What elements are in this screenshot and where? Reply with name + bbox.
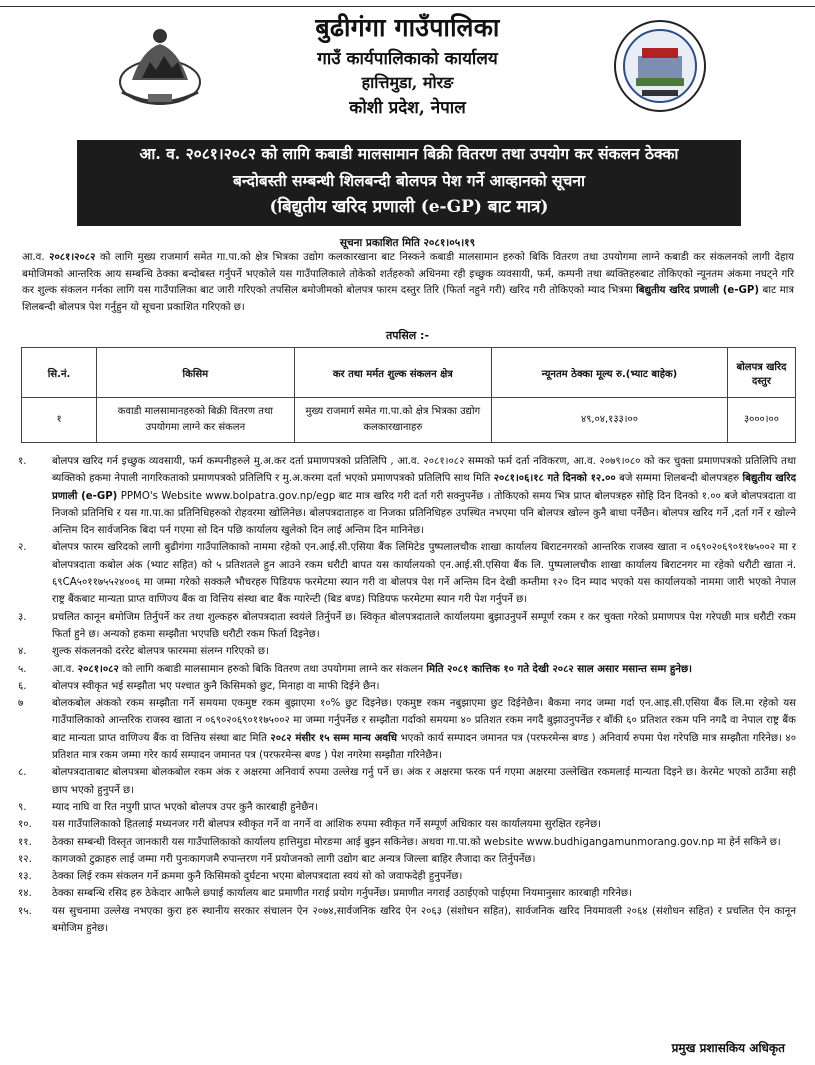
term-number: ६. <box>18 680 27 692</box>
office-name: गाउँ कार्यपालिकाको कार्यालय <box>317 49 498 69</box>
term-number: ९. <box>18 801 27 813</box>
term-item <box>18 609 796 644</box>
header-serial: सि.नं. <box>22 348 97 398</box>
banner-line-3: (बिद्युतीय खरिद प्रणाली (e-GP) बाट मात्र) <box>269 197 549 217</box>
term-text: यस सुचनामा उल्लेख नभएका कुरा हरु स्थानीय सरकार संचालन ऐन २०७४,सार्वजनिक खरिद ऐन २०६३ (संशोधन सहित), सार्वजनिक खरिद नियमावली २०६४ (संशोधन सहित) र प्रचलित ऐन कानून बमोजिम हुनेछ। <box>52 905 796 935</box>
term-number: ५. <box>18 663 27 675</box>
header-type: किसिम <box>97 348 295 398</box>
signatory: प्रमुख प्रशासकिय अधिकृत <box>671 1041 785 1055</box>
term-text: ठेक्का सम्बन्धी विस्तृत जानकारी यस गाउँपालिकाको कार्यालय हात्तिमुडा मोरङमा आई बुझ्न सकिनेछ। अथवा गा.पा.को website www.budhigangamunmorang.gov.np मा हेर्न सकिने छ। <box>52 836 781 848</box>
term-text: बोलपत्र फारम खरिदको लागी बुढीगंगा गाउँपालिकाको नाममा रहेको एन.आई.सी.एसिया बैंक लिमिटेड पुष्पलालचौक शाखा कार्यालय बिराटनगरको आन्तरिक राजस्व खाता न ०६९०२०६९०११७५००२ मा र बोलपत्रदाता कबोल अंक (भ्याट सहित) को ५ प्रतिशतले हुन आउने रकम धरौटी बापत यस कार्यालयको एन.आई.सी.एसिया बैंक लि. पुष्पलालचौक शाखा कार्यालय बिराटनगर मा रहेको धरौटी खाता नं. ६९CA५०११७५५२४००६ मा जम्मा गरेको सक्कलै भौचरहरु पिडियफ फरमेटमा स्यान गरी वा बोलपत्र पेश गर्ने अन्तिम दिन देखी कम्तीमा १२० दिन म्याद भएको यस कार्यालयको नाममा जारी भएको नेपाल राष्ट्र बैंकबाट मान्यता प्राप्त वाणिज्य बैंक वा वित्तिय संस्था बाट बैंक ग्यारेन्टी (बिड बण्ड) पिडियफ फरमेटमा स्यान गरी पेश गर्नुपर्ने छ। <box>52 542 796 606</box>
term-item <box>18 868 796 885</box>
term-item <box>18 903 796 938</box>
term-text: बोलकबोल अंकको रकम सम्झौता गर्ने समयमा एकमुष्ट रकम बुझाएमा १०% छुट दिइनेछ। एकमुष्ट रकम नबुझाएमा छुट दिईनेछैन। बैकमा नगद जम्मा गर्दा एन.आइ.सी.एसिया बैंक लि.मा रहेको यस गाउँपालिकाको आन्तरिक राजस्व खाता न ०६९०२०६९०११७५००२ मा जम्मा गर्नुपर्नेछ र सम्झौता गर्दाको समयमा ४० प्रतिशत रकम नगदै बुझाउनुपर्नेछ र बाँकी ६० प्रतिशत रकम पनि नगदै वा नेपाल राष्ट्र बैंक बाट मान्यता प्राप्त वाणिज्य बैंक वा वित्तिय संस्था बाट मिति २०८२ मंसीर १५ सम्म मान्य अवधि भएको कार्य सम्पादन जमानत पत्र (परफरमेन्स बण्ड ) अनिवार्य रुपमा पेश गरेपछि मात्र सम्झौता गरिनेछ। ४० प्रतिशत मात्र रकम जम्मा गरेर कार्य सम्पादन जमानत पत्र (परफरमेन्स बण्ड ) पेश नगरेमा सम्झौता गरिनेछैन। <box>52 698 797 762</box>
cell-min-price: ४९,०४,१३३।०० <box>492 398 728 443</box>
term-text: बोलपत्र खरिद गर्न इच्छुक व्यवसायी, फर्म कम्पनीहरुले मु.अ.कर दर्ता प्रमाणपत्रको प्रतिलिपि , आ.व. २०८१।०८२ सम्मको फर्म दर्ता नविकरण, आ.व. २०७९।०८० को कर चुक्ता प्रमाणपत्रको प्रतिलिपि तथा ब्यक्तिको हकमा नेपाली नागरिकताको प्रमाणपत्रको प्रतिलिपि र मु.अ.करमा दर्ता भएको प्रमाणपत्रको प्रतिलिपि साथ मिति २०८१।०६।१८ गते दिनको १२.०० बजे सम्ममा शिलबन्दी बोलपत्रहरु बिद्युतीय खरिद प्रणाली (e-GP) PPMO's Website www.bolpatra.gov.np/egp बाट मात्र खरिद गरी दर्ता गरी सक्नुपर्नेछ । तोकिएको समय भित्र प्राप्त बोलपत्रहरु सोहि दिन दिनको १.०० बजे बोलपत्रदाता वा निजको प्रतिनिधि र यस गा.पा.का प्रतिनिधिहरुको रोहवरमा खोलिनेछ। बोलपत्रदाताहरु वा निजका प्रतिनिधिहरु उपस्थित नभएमा पनि बोलपत्र खोल्न कुनै बाधा पर्नेछैन। बोलपत्र खरिद गर्ने ,दर्ता गर्ने र खोल्ने अन्तिम दिन सार्वजनिक बिदा पर्न गएमा सो दिन पछि कार्यालय खुलेको दिन लाई अन्तिम दिन मानिनेछ। <box>52 456 796 537</box>
term-number: २. <box>18 542 27 554</box>
term-item <box>18 816 796 833</box>
term-number: ३. <box>18 611 27 623</box>
cell-fee: ३०००।०० <box>727 398 795 443</box>
table-row <box>22 398 796 443</box>
term-number: १५. <box>18 905 32 917</box>
cell-area: मुख्य राजमार्ग समेत गा.पा.को क्षेत्र भित्रका उद्योग कलकारखानाहरु <box>294 398 491 443</box>
banner-line-2: बन्दोबस्ती सम्बन्धी शिलबन्दी बोलपत्र पेश गर्ने आव्हानको सूचना <box>233 171 585 190</box>
term-number: ४. <box>18 646 27 658</box>
term-text: म्याद नाघि वा रित नपुगी प्राप्त भएको बोलपत्र उपर कुनै कारबाही हुनेछैन। <box>52 801 318 813</box>
term-item <box>18 643 796 660</box>
term-item <box>18 764 796 799</box>
notice-title-banner <box>77 140 741 226</box>
term-number: १. <box>18 456 27 467</box>
term-number: १२. <box>18 853 32 865</box>
term-number: १४. <box>18 888 32 900</box>
term-item <box>18 851 796 868</box>
publication-date: सूचना प्रकाशित मिति २०८१।०५।१९ <box>339 237 476 249</box>
office-header <box>0 6 815 138</box>
cell-type: कवाडी मालसामानहरुको बिक्री वितरण तथा उपयोगमा लाग्ने कर संकलन <box>97 398 295 443</box>
term-text: ठेक्का लिई रकम संकलन गर्ने क्रममा कुनै किसिमको दुर्घटना भएमा बोलपत्रदाता स्वयं सो को जवाफदेही हुनुपर्नेछ। <box>52 871 463 883</box>
term-item <box>18 661 796 678</box>
term-item <box>18 453 796 539</box>
cell-serial: १ <box>22 398 97 443</box>
schedule-heading: तपसिल :- <box>385 329 430 342</box>
header-area: कर तथा मर्मत शुल्क संकलन क्षेत्र <box>294 348 491 398</box>
banner-line-1: आ. व. २०८१।२०८२ को लागि कबाडी मालसामान बिक्री वितरण तथा उपयोग कर संकलन ठेक्का <box>139 144 679 163</box>
term-text: ठेक्का सम्बन्धि रसिद हरु ठेकेदार आफैले छ्पाई कार्यालय बाट प्रमाणीत गराई प्रयोग गर्नुपर्नेछ। प्रमाणीत नगराई उठाईएको पाईएमा नियमानुसार कारबाही गरिनेछ। <box>52 888 632 900</box>
term-number: ११. <box>18 836 32 848</box>
municipality-title: बुढीगंगा गाउँपालिका <box>315 13 500 42</box>
term-item <box>18 678 796 695</box>
term-number: ७ <box>18 698 24 710</box>
header-fee: बोलपत्र खरिद दस्तुर <box>727 348 795 398</box>
term-item <box>18 539 796 608</box>
term-item <box>18 695 796 764</box>
term-text: प्रचलित कानून बमोजिम तिर्नुपर्ने कर तथा शुल्कहरु बोलपत्रदाता स्वयंले तिर्नुपर्ने छ। स्विकृत बोलपत्रदाताले कार्यालयमा बुझाउनुपर्ने सम्पूर्ण रकम र कर चुक्ता गरेको प्रमाणपत्र पेश गरेपछी मात्र धरौटी रकम फिर्ता हुने छ। अन्यको हकमा सम्झौता भएपछि धरौटी रकम फिर्ता दिइनेछ। <box>52 611 796 640</box>
header-min-price: न्यूनतम ठेक्का मूल्य रु.(भ्याट बाहेक) <box>492 348 728 398</box>
term-text: यस गाउँपालिकाको हितलाई मध्यनजर गरी बोलपत्र स्वीकृत गर्ने वा नगर्ने वा आंशिक रुपमा स्वीकृत गर्ने सम्पूर्ण अधिकार यस कार्यालयमा सुरक्षित रहनेछ। <box>52 819 601 831</box>
term-text: शुल्क संकलनको दररेट बोलपत्र फारममा संलग्न गरिएको छ। <box>52 646 269 658</box>
terms-list <box>18 453 796 937</box>
term-text: कागजको टुक्राहरु लाई जम्मा गरी पुनःकागजमै रुपान्तरण गर्ने प्रयोजनको लागी उद्योग बाट अन्यत्र जिल्ला बाहिर लैजादा कर तिर्नुपर्नेछ। <box>52 853 536 865</box>
office-address: हात्तिमुडा, मोरङ <box>361 73 454 92</box>
term-number: १०. <box>18 819 32 831</box>
term-item <box>18 834 796 851</box>
intro-paragraph: आ.व. २०८१।२०८२ को लागि मुख्य राजमार्ग समेत गा.पा.को क्षेत्र भित्रका उद्योग कलकारखाना बाट निस्कने कबाडी मालसामान हरुको बिकि वितरण तथा उपयोगमा लाग्ने कबाडी कर संकलनको लागी देहाय बमोजिमको आन्तरिक आय सम्बन्धि ठेक्का बन्दोबस्त गर्नुपर्ने भएकोले यस गाउँपालिकाले तोकेको शर्तहरुको अधिनमा रही इच्छुक व्यवसायी, फर्म, कम्पनी तथा ब्यक्तिहरुबाट तोकिएको न्यूनतम अंकमा नघट्ने गरि कर शुल्क संकलन गर्नका लागि यस गाउँपालिका बाट जारी गरिएको तपसिल बमोजीमको बोलपत्र फारम दस्तुर तिरि (फिर्ता नहुने गरी) खरिद गरी तोकिएको म्याद भित्रमा बिद्युतीय खरिद प्रणाली (e-GP) बाट मात्र शिलबन्दी बोलपत्र पेश गर्नुहुन यो सूचना प्रकाशित गरिएको छ। <box>22 252 794 314</box>
term-number: १३. <box>18 871 32 883</box>
schedule-table <box>21 347 796 443</box>
table-header-row <box>22 348 796 398</box>
term-text: आ.व. २०८१।०८२ को लागि कबाडी मालसामान हरुको बिकि वितरण तथा उपयोगमा लाग्ने कर संकलन मिति २०८१ कात्तिक १० गते देखी २०८२ साल असार मसान्त सम्म हुनेछ। <box>52 663 692 675</box>
term-number: ८. <box>18 767 27 779</box>
province-name: कोशी प्रदेश, नेपाल <box>349 98 466 118</box>
term-text: बोलपत्र स्वीकृत भई सम्झौता भए पश्चात कुनै किसिमको छुट, मिनाहा वा माफी दिईने छैन। <box>52 680 380 692</box>
term-item <box>18 799 796 816</box>
term-text: बोलपत्रदाताबाट बोलपत्रमा बोलकबोल रकम अंक र अक्षरमा अनिवार्य रुपमा उल्लेख गर्नु पर्ने छ। अंक र अक्षरमा फरक पर्न गएमा अक्षरमा उल्लेखित रकमलाई मान्यता दिइने छ। केरमेट भएको ठाउँमा सही छाप भएको हुनुपर्ने छ। <box>52 767 796 796</box>
term-item <box>18 885 796 902</box>
